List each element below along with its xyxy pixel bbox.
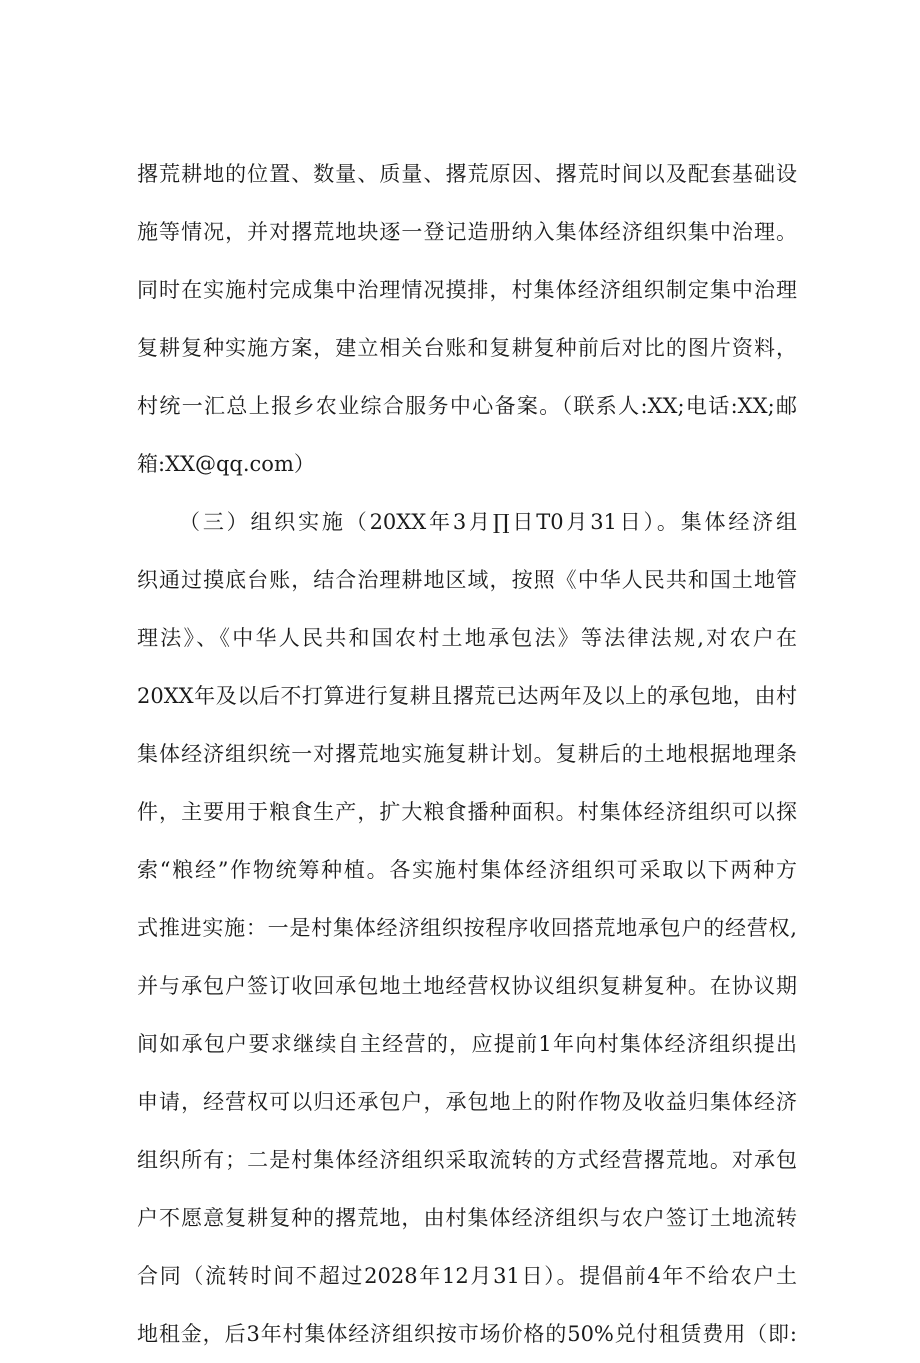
text-line: 件，主要用于粮食生产，扩大粮食播种面积。村集体经济组织可以探 xyxy=(137,800,797,824)
paragraph-1 xyxy=(137,145,797,493)
text-line: 组织所有；二是村集体经济组织采取流转的方式经营撂荒地。对承包 xyxy=(137,1148,797,1172)
text-line: 地租金，后3年村集体经济组织按市场价格的50%兑付租赁费用（即: xyxy=(137,1322,797,1346)
text-line: 式推进实施：一是村集体经济组织按程序收回搭荒地承包户的经营权, xyxy=(137,916,797,940)
text-line: 索“粮经”作物统筹种植。各实施村集体经济组织可采取以下两种方 xyxy=(137,858,797,882)
text-line: 箱:XX@qq.com） xyxy=(137,452,315,476)
text-line: 撂荒耕地的位置、数量、质量、撂荒原因、撂荒时间以及配套基础设 xyxy=(137,162,797,186)
text-line: 施等情况，并对撂荒地块逐一登记造册纳入集体经济组织集中治理。 xyxy=(137,220,797,244)
text-line: 村统一汇总上报乡农业综合服务中心备案。（联系人:XX;电话:XX;邮 xyxy=(137,394,797,418)
text-line: （三）组织实施（20XX年3月∏日T0月31日）。集体经济组 xyxy=(179,510,797,534)
text-line: 合同（流转时间不超过2028年12月31日）。提倡前4年不给农户土 xyxy=(137,1264,797,1288)
paragraph-2 xyxy=(137,493,797,1363)
text-line: 复耕复种实施方案，建立相关台账和复耕复种前后对比的图片资料， xyxy=(137,336,797,360)
text-line: 20XX年及以后不打算进行复耕且撂荒已达两年及以上的承包地，由村 xyxy=(137,684,797,708)
text-line: 户不愿意复耕复种的撂荒地，由村集体经济组织与农户签订土地流转 xyxy=(137,1206,797,1230)
text-line: 集体经济组织统一对撂荒地实施复耕计划。复耕后的土地根据地理条 xyxy=(137,742,797,766)
text-line: 申请，经营权可以归还承包户，承包地上的附作物及收益归集体经济 xyxy=(137,1090,797,1114)
text-line: 并与承包户签订收回承包地土地经营权协议组织复耕复种。在协议期 xyxy=(137,974,797,998)
document-body xyxy=(137,145,797,1363)
text-line: 同时在实施村完成集中治理情况摸排，村集体经济组织制定集中治理 xyxy=(137,278,797,302)
text-line: 理法》、《中华人民共和国农村土地承包法》等法律法规,对农户在 xyxy=(137,626,797,650)
text-line: 织通过摸底台账，结合治理耕地区域，按照《中华人民共和国土地管 xyxy=(137,568,797,592)
text-line: 间如承包户要求继续自主经营的，应提前1年向村集体经济组织提出 xyxy=(137,1032,797,1056)
